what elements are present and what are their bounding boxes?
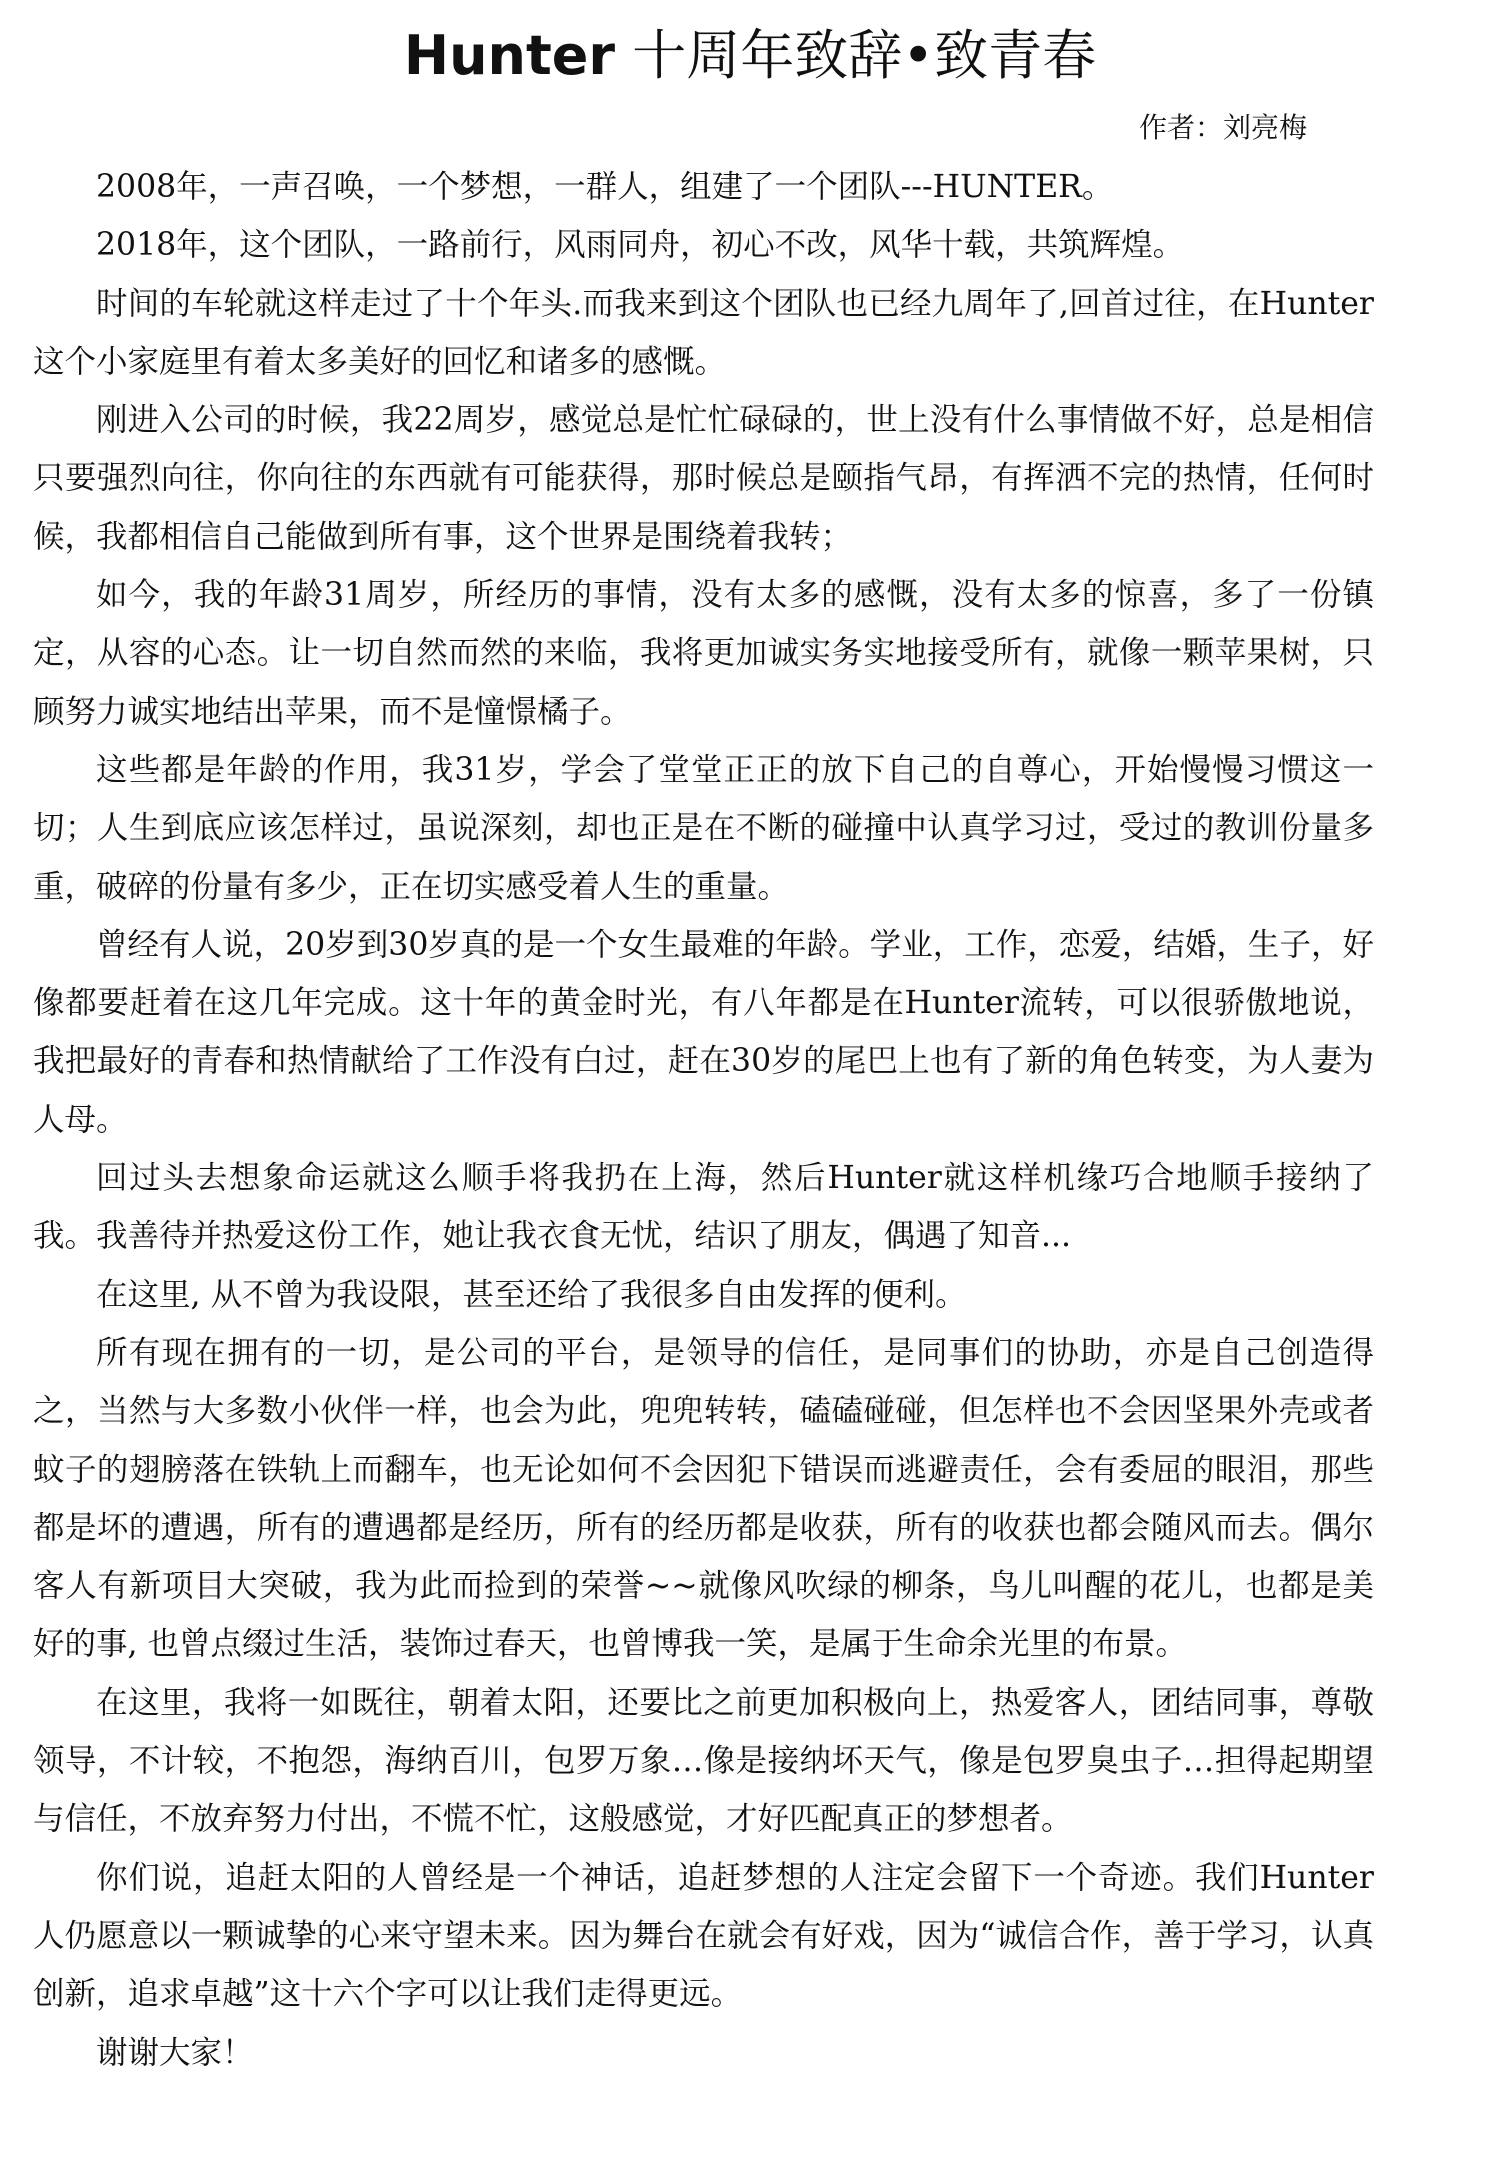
article-body — [33, 158, 1374, 2082]
paragraph: 刚进入公司的时候，我22周岁，感觉总是忙忙碌碌的，世上没有什么事情做不好，总是相信只要强烈向往，你向往的东西就有可能获得，那时候总是颐指气昂，有挥洒不完的热情，任何时候，我都相信自己能做到所有事，这个世界是围绕着我转； — [33, 402, 1374, 555]
author-line: 作者：刘亮梅 — [1138, 111, 1307, 144]
paragraph: 回过头去想象命运就这么顺手将我扔在上海，然后Hunter就这样机缘巧合地顺手接纳了我。我善待并热爱这份工作，她让我衣食无忧，结识了朋友，偶遇了知音... — [33, 1160, 1374, 1255]
paragraph: 2008年，一声召唤，一个梦想，一群人，组建了一个团队---HUNTER。 — [96, 169, 1114, 205]
closing-line: 谢谢大家！ — [96, 2034, 254, 2071]
paragraph: 这些都是年龄的作用，我31岁，学会了堂堂正正的放下自己的自尊心，开始慢慢习惯这一切；人生到底应该怎样过，虽说深刻，却也正是在不断的碰撞中认真学习过，受过的教训份量多重，破碎的份量有多少，正在切实感受着人生的重量。 — [33, 751, 1374, 905]
paragraph: 你们说，追赶太阳的人曾经是一个神话，追赶梦想的人注定会留下一个奇迹。我们Hunter人仍愿意以一颗诚挚的心来守望未来。因为舞台在就会有好戏，因为“诚信合作，善于学习，认真创新，追求卓越”这十六个字可以让我们走得更远。 — [33, 1859, 1374, 2013]
paragraph: 时间的车轮就这样走过了十个年头.而我来到这个团队也已经九周年了,回首过往，在Hunter这个小家庭里有着太多美好的回忆和诸多的感慨。 — [33, 285, 1374, 380]
paragraph: 曾经有人说，20岁到30岁真的是一个女生最难的年龄。学业，工作，恋爱，结婚，生子，好像都要赶着在这几年完成。这十年的黄金时光，有八年都是在Hunter流转，可以很骄傲地说，我把最好的青春和热情献给了工作没有白过，赶在30岁的尾巴上也有了新的角色转变，为人妻为人母。 — [33, 926, 1374, 1138]
title-cjk-part: 十周年致辞•致青春 — [615, 24, 1097, 87]
page-title — [0, 18, 1500, 94]
paragraph: 如今，我的年龄31周岁，所经历的事情，没有太多的感慨，没有太多的惊喜，多了一份镇定，从容的心态。让一切自然而然的来临，我将更加诚实务实地接受所有，就像一颗苹果树，只顾努力诚实地结出苹果，而不是憧憬橘子。 — [33, 577, 1374, 730]
title-latin-part: Hunter — [403, 24, 616, 87]
paragraph: 所有现在拥有的一切，是公司的平台，是领导的信任，是同事们的协助，亦是自己创造得之，当然与大多数小伙伴一样，也会为此，兜兜转转，磕磕碰碰，但怎样也不会因坚果外壳或者蚊子的翅膀落在铁轨上而翻车，也无论如何不会因犯下错误而逃避责任，会有委屈的眼泪，那些都是坏的遭遇，所有的遭遇都是经历，所有的经历都是收获，所有的收获也都会随风而去。偶尔客人有新项目大突破，我为此而捡到的荣誉~~就像风吹绿的柳条，鸟儿叫醒的花儿，也都是美好的事, 也曾点缀过生活，装饰过春天，也曾博我一笑，是属于生命余光里的布景。 — [33, 1334, 1374, 1663]
paragraph: 在这里, 从不曾为我设限，甚至还给了我很多自由发挥的便利。 — [96, 1276, 967, 1313]
paragraph: 2018年，这个团队，一路前行，风雨同舟，初心不改，风华十载，共筑辉煌。 — [96, 227, 1185, 264]
paragraph: 在这里，我将一如既往，朝着太阳，还要比之前更加积极向上，热爱客人，团结同事，尊敬领导，不计较，不抱怨，海纳百川，包罗万象…像是接纳坏天气，像是包罗臭虫子…担得起期望与信任，不放弃努力付出，不慌不忙，这般感觉，才好匹配真正的梦想者。 — [33, 1684, 1374, 1838]
